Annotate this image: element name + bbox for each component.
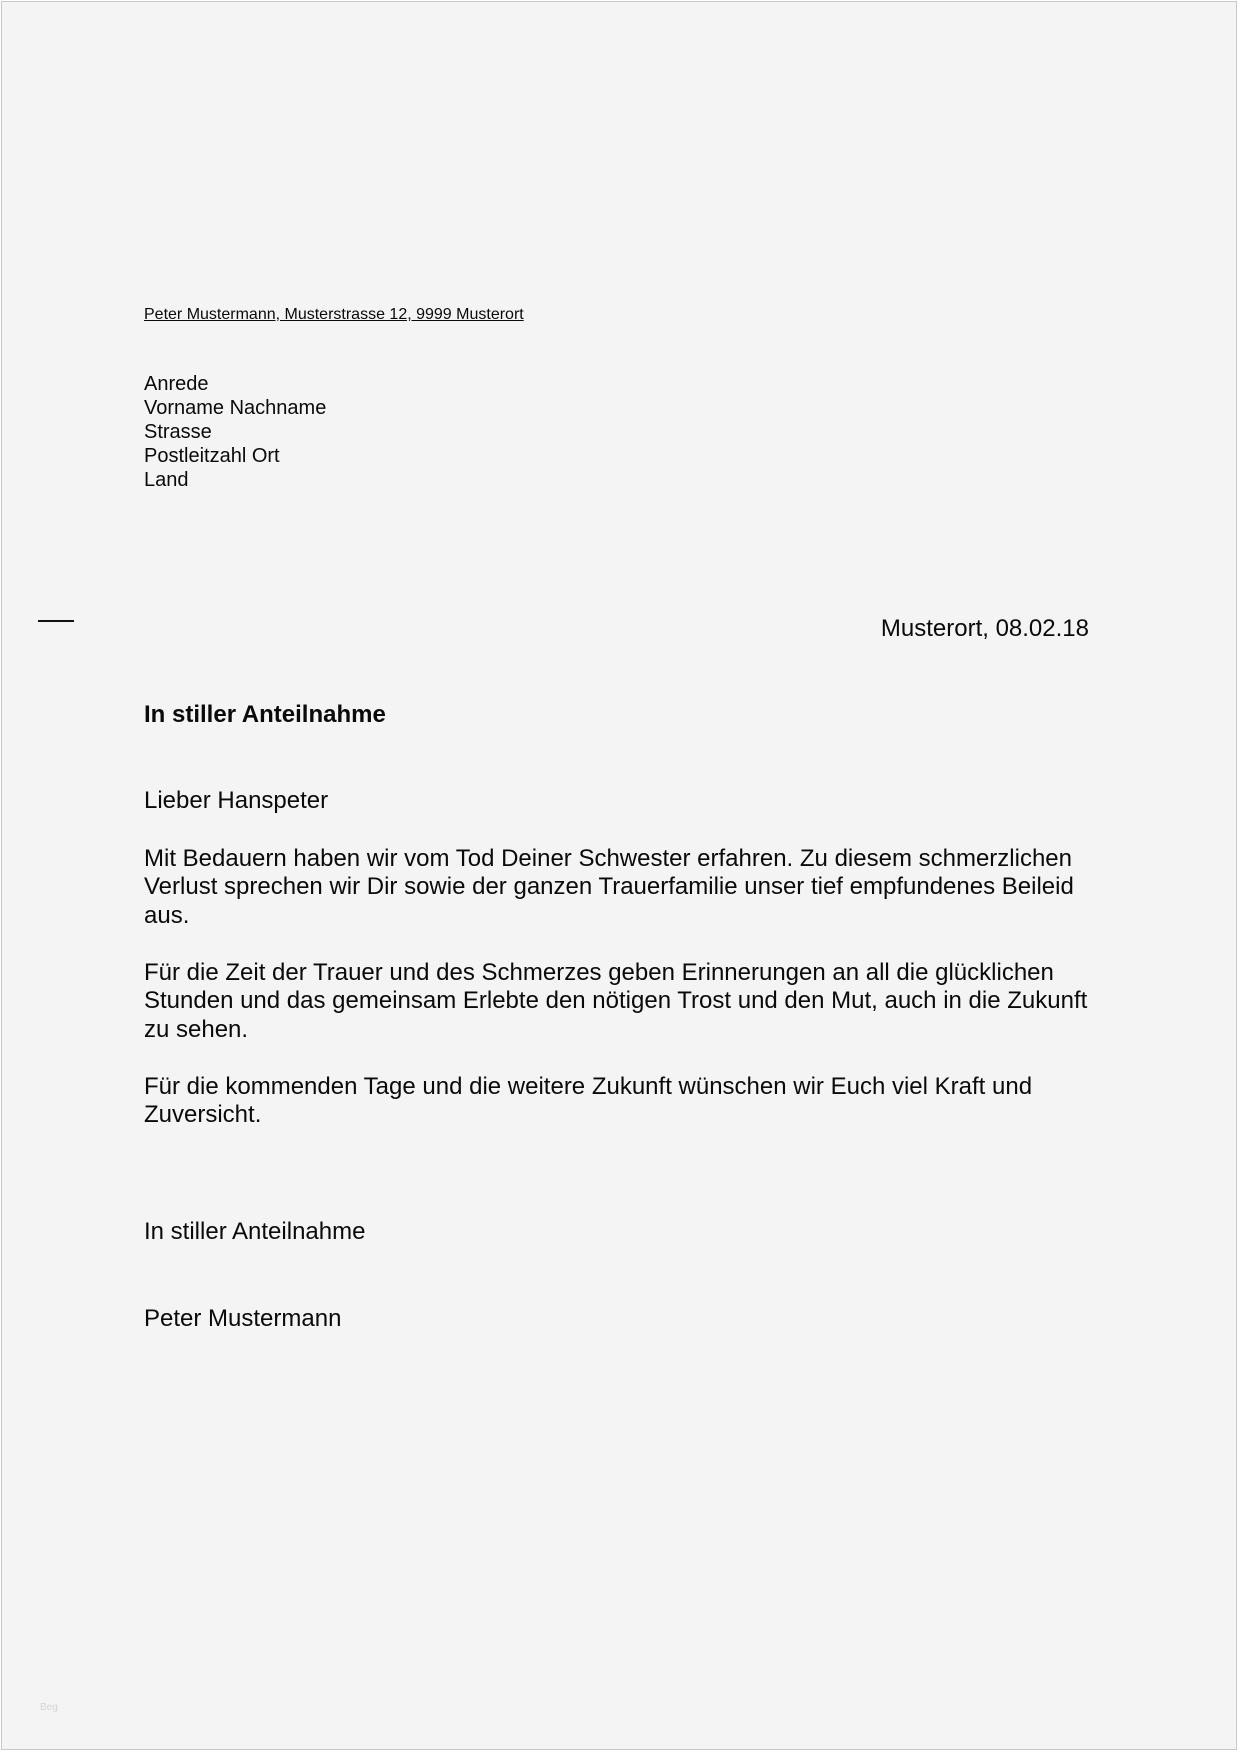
signature-name: Peter Mustermann [144,1305,342,1332]
recipient-name: Vorname Nachname [144,397,327,419]
recipient-postal-city: Postleitzahl Ort [144,445,280,467]
sender-return-address: Peter Mustermann, Musterstrasse 12, 9999 Musterort [144,306,524,323]
body-paragraph: Für die kommenden Tage und die weitere Zukunft wünschen wir Euch viel Kraft und Zuversicht. [144,1072,1033,1128]
recipient-salutation: Anrede [144,373,209,395]
letter-page [1,1,1237,1750]
recipient-address-block [144,372,326,492]
closing-phrase: In stiller Anteilnahme [144,1218,366,1245]
body-paragraph: Für die Zeit der Trauer und des Schmerzes geben Erinnerungen an all die glücklichen Stunden und das gemeinsam Erlebte den nötigen Trost und den Mut, auch in die Zukunft zu sehen. [144,958,1088,1043]
recipient-street: Strasse [144,421,212,443]
fold-mark [38,620,74,622]
date-line: Musterort, 08.02.18 [880,615,1089,642]
letter-body [144,787,1104,1158]
subject-line: In stiller Anteilnahme [144,701,386,728]
greeting: Lieber Hanspeter [144,787,329,814]
watermark: Beg [40,1702,58,1713]
body-paragraph: Mit Bedauern haben wir vom Tod Deiner Schwester erfahren. Zu diesem schmerzlichen Verlust sprechen wir Dir sowie der ganzen Trauerfamilie unser tief empfundenes Beileid aus. [144,844,1074,929]
recipient-country: Land [144,469,189,491]
